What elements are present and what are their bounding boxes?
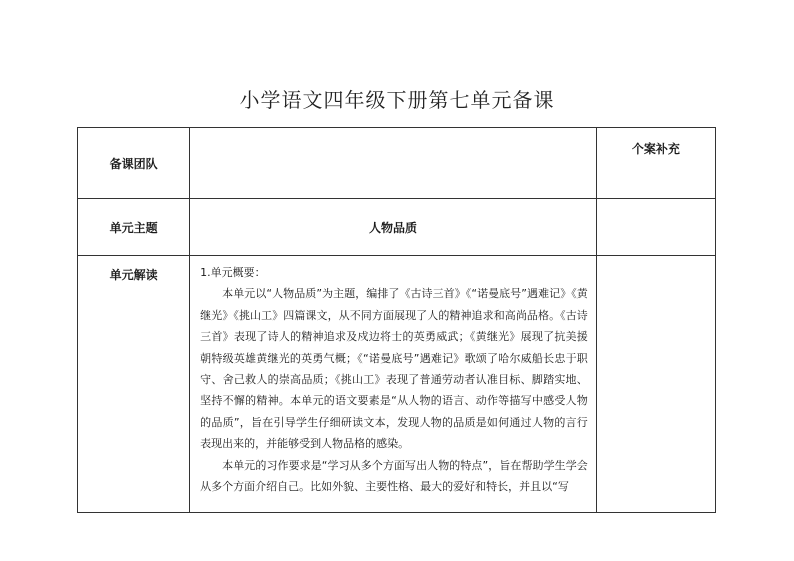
table-row-team xyxy=(78,128,716,199)
analysis-text-area xyxy=(200,262,588,502)
team-label: 备课团队 xyxy=(78,128,190,199)
table-row-theme xyxy=(78,199,716,256)
analysis-paragraph-1: 本单元以“人物品质”为主题，编排了《古诗三首》《“诺曼底号”遇难记》《黄继光》《挑山工》四篇课文，从不同方面展现了人的精神追求和高尚品格。《古诗三首》表现了诗人的精神追求及戍边将士的英勇威武；《黄继光》展现了抗美援朝特级英雄黄继光的英勇气概；《“诺曼底号”遇难记》歌颂了哈尔威船长忠于职守、舍己救人的崇高品质；《挑山工》表现了普通劳动者认准目标、脚踏实地、坚持不懈的精神。本单元的语文要素是“从人物的语言、动作等描写中感受人物的品质”，旨在引导学生仔细研读文本，发现人物的品质是如何通过人物的言行表现出来的，并能够受到人物品格的感染。 xyxy=(200,287,588,451)
theme-label: 单元主题 xyxy=(78,199,190,256)
note-column-header: 个案补充 xyxy=(596,128,715,199)
theme-value: 人物品质 xyxy=(190,199,597,256)
analysis-label: 单元解读 xyxy=(78,256,190,513)
analysis-heading: 1.单元概要： xyxy=(200,266,266,279)
analysis-content xyxy=(190,256,597,513)
team-value xyxy=(190,128,597,199)
table-row-analysis xyxy=(78,256,716,513)
analysis-note-cell xyxy=(596,256,715,513)
lesson-plan-table xyxy=(77,127,716,513)
theme-note-cell xyxy=(596,199,715,256)
analysis-paragraph-2: 本单元的习作要求是“学习从多个方面写出人物的特点”，旨在帮助学生学会从多个方面介绍自己。比如外貌、主要性格、最大的爱好和特长，并且以“写 xyxy=(200,458,588,494)
page-title: 小学语文四年级下册第七单元备课 xyxy=(239,88,555,112)
